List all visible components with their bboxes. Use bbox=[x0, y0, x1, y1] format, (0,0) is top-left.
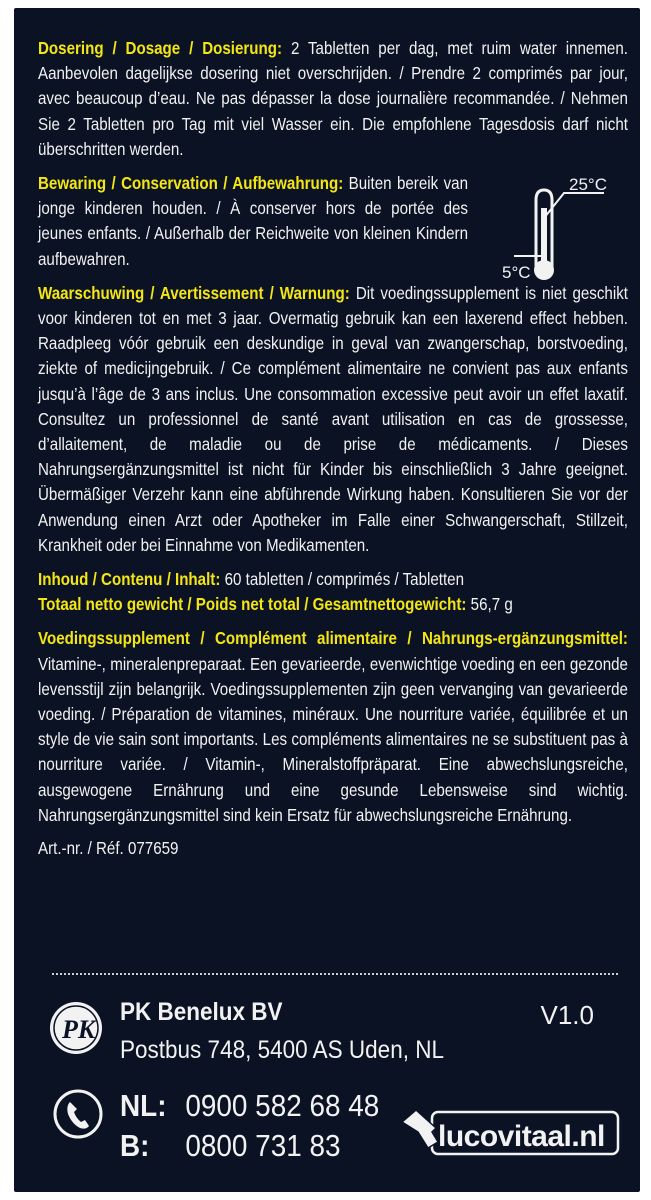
supplement-text: Vitamine-, mineralenpreparaat. Een gevarieerde, evenwichtige voeding en een gezonde levensstijl zijn belangrijk. Voedingssupplementen zijn geen vervanging van gevarieerde voeding. / Préparation de vitamines, minéraux. Une nourriture variée, équilibrée et un style de vie sain sont importants. Les compléments alimentaires ne se substituent pas à nourriture variée. / Vitamin-, Mineralstoffpräparat. Eine abwechslungsreiche, ausgewogene Ernährung und eine gesunde Lebensweise sind wichtig. Nahrungsergänzungsmittel sind kein Ersatz für abwechslungsreiche Ernährung. bbox=[38, 653, 628, 825]
company-name: PK Benelux BV bbox=[120, 998, 283, 1026]
storage-text: Buiten bereik van jonge kinderen houden. / À conserver hors de portée des jeunes enfants. / Außerhalb der Reichweite von kleinen Kindern aufbewahren. bbox=[38, 173, 468, 269]
product-label bbox=[14, 8, 640, 1192]
dosage-text: 2 Tabletten per dag, met ruim water innemen. Aanbevolen dagelijkse dosering niet overschrijden. / Prendre 2 comprimés par jour, avec beaucoup d’eau. Ne pas dépasser la dose journalière recommandée. / Nehmen Sie 2 Tabletten pro Tag mit viel Wasser ein. Die empfohlene Tagesdosis darf nicht überschritten werden. bbox=[38, 38, 628, 159]
contents-section bbox=[38, 567, 628, 617]
version-number: V1.0 bbox=[540, 1000, 594, 1030]
company-address: Postbus 748, 5400 AS Uden, NL bbox=[120, 1036, 444, 1064]
temperature-min: 5°C bbox=[502, 263, 531, 282]
phone-icon bbox=[52, 1088, 104, 1140]
net-weight-value: 56,7 g bbox=[470, 594, 513, 615]
warning-text: Dit voedingssupplement is niet geschikt voor kinderen tot en met 3 jaar. Overmatig gebruik kan een laxerend effect hebben. Raadpleeg vóór gebruik een deskundige in geval van zwangerschap, borstvoeding, ziekte of medicijngebruik. / Ce complément alimentaire ne convient pas aux enfants jusqu’à l’âge de 3 ans inclus. Une consommation excessive peut avoir un effet laxatif. Consultez un professionnel de santé avant utilisation en cas de grossesse, d’allaitement, de maladie ou de prise de médicaments. / Dieses Nahrungsergänzungsmittel ist nicht für Kinder bis einschließlich 3 Jahre geeignet. Übermäßiger Verzehr kann eine abführende Wirkung haben. Konsultieren Sie vor der Anwendung einen Arzt oder Apotheker im Falle einer Schwangerschaft, Stillzeit, Krankheit oder bei Einnahme von Medikamenten. bbox=[38, 282, 628, 555]
phone-row-nl bbox=[120, 1088, 379, 1124]
phone-number-b: 0800 731 83 bbox=[185, 1128, 341, 1163]
website[interactable] bbox=[394, 1102, 624, 1160]
warning-heading: Waarschuwing / Avertissement / Warnung: bbox=[38, 282, 350, 303]
dosage-heading: Dosering / Dosage / Dosierung: bbox=[38, 38, 283, 58]
contents-heading: Inhoud / Contenu / Inhalt: bbox=[38, 569, 221, 590]
dosage-section bbox=[38, 36, 628, 162]
warning-section bbox=[38, 281, 628, 558]
label-text bbox=[38, 36, 628, 861]
phone-country-nl: NL: bbox=[120, 1088, 167, 1123]
storage-heading: Bewaring / Conservation / Aufbewahrung: bbox=[38, 173, 344, 194]
divider bbox=[52, 973, 618, 975]
thermometer-icon bbox=[484, 178, 634, 288]
phone-row-b bbox=[120, 1128, 341, 1164]
storage-section bbox=[38, 171, 468, 272]
article-number: Art.-nr. / Réf. 077659 bbox=[38, 838, 179, 859]
supplement-section bbox=[38, 626, 628, 828]
supplement-heading: Voedingssupplement / Complément alimentaire / Nahrungs-ergänzungsmittel: bbox=[38, 628, 628, 649]
company-logo-letters: PK bbox=[62, 1015, 96, 1044]
contents-text: 60 tabletten / comprimés / Tabletten bbox=[224, 569, 465, 590]
phone-country-b: B: bbox=[120, 1128, 150, 1163]
website-url[interactable]: lucovitaal.nl bbox=[438, 1120, 605, 1153]
net-weight-heading: Totaal netto gewicht / Poids net total / Gesamtnettogewicht: bbox=[38, 594, 467, 615]
company-logo-icon bbox=[48, 1000, 104, 1056]
phone-number-nl: 0900 582 68 48 bbox=[185, 1088, 380, 1123]
temperature-max: 25°C bbox=[569, 178, 607, 194]
